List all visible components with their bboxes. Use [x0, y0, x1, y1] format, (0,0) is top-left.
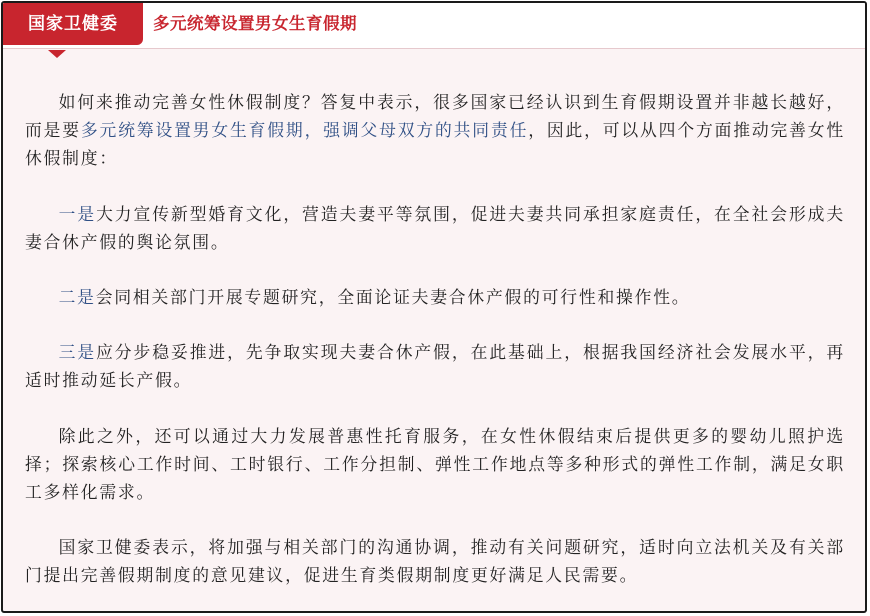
header-bar — [3, 3, 865, 49]
point-one-lead: 一是 — [58, 203, 97, 224]
article-title: 多元统筹设置男女生育假期 — [153, 14, 357, 33]
source-badge: 国家卫健委 — [3, 3, 143, 45]
paragraph-point-one — [25, 200, 845, 256]
point-three-text: 应分步稳妥推进，先争取实现夫妻合休产假，在此基础上，根据我国经济社会发展水平，再适时推动延长产假。 — [25, 342, 845, 391]
intro-text-start: 如何来推动完善女性休假制度？答复中表示，很多国家已经认识到生育假期设置并非越长越好，而是要 — [25, 92, 845, 141]
paragraph-additional: 除此之外，还可以通过大力发展普惠性托育服务，在女性休假结束后提供更多的婴幼儿照护选择；探索核心工作时间、工时银行、工作分担制、弹性工作地点等多种形式的弹性工作制，满足女职工多样化需求。 — [25, 425, 845, 503]
point-two-text: 会同相关部门开展专题研究，全面论证夫妻合休产假的可行性和操作性。 — [95, 287, 691, 308]
intro-text-end: ，因此，可以从四个方面推动完善女性休假制度： — [25, 120, 845, 169]
badge-pointer-icon — [48, 50, 66, 58]
intro-highlight: 多元统筹设置男女生育假期，强调父母双方的共同责任 — [80, 120, 529, 141]
article-frame — [1, 1, 867, 613]
paragraph-point-two — [25, 283, 845, 311]
paragraph-conclusion: 国家卫健委表示，将加强与相关部门的沟通协调，推动有关问题研究，适时向立法机关及有关部门提出完善假期制度的意见建议，促进生育类假期制度更好满足人民需要。 — [25, 537, 845, 586]
point-three-lead: 三是 — [58, 342, 97, 363]
paragraph-point-three — [25, 338, 845, 394]
article-body — [25, 88, 845, 590]
point-one-text: 大力宣传新型婚育文化，营造夫妻平等氛围，促进夫妻共同承担家庭责任，在全社会形成夫妻合休产假的舆论氛围。 — [25, 203, 845, 252]
paragraph-intro — [25, 88, 845, 173]
point-two-lead: 二是 — [58, 287, 96, 308]
